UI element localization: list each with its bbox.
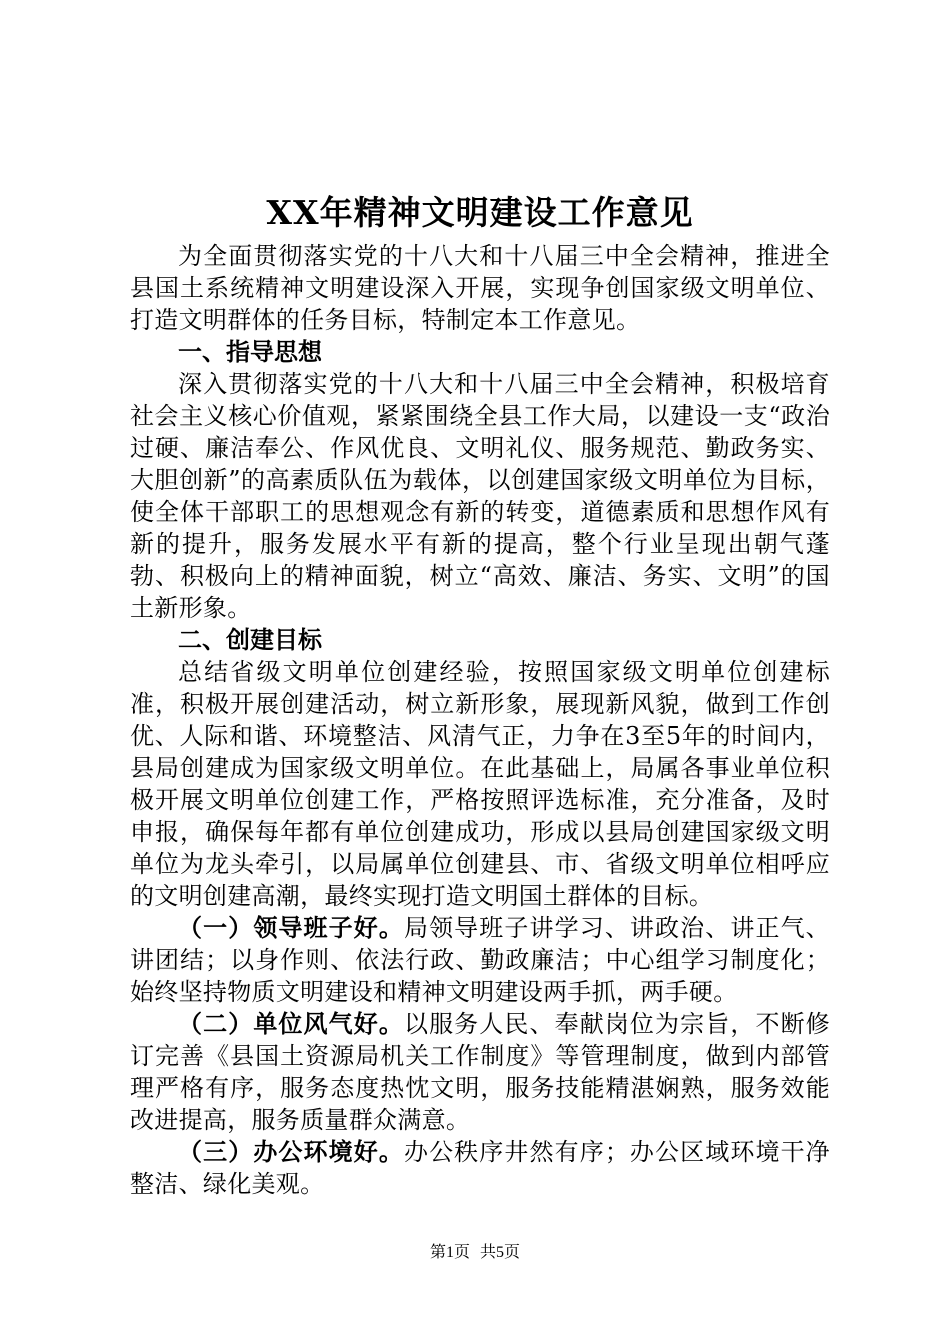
goal-item-text: 局领导班子讲学习、讲政治、讲正气、讲团结；以身作则、依法行政、勤政廉洁；中心组学习制度化；始终坚持物质文明建设和精神文明建设两手抓，两手硬。	[130, 914, 830, 1006]
section-body-goals: 总结省级文明单位创建经验，按照国家级文明单位创建标准，积极开展创建活动，树立新形象，展现新风貌，做到工作创优、人际和谐、环境整洁、风清气正，力争在3至5年的时间内，县局创建成为国家级文明单位。在此基础上，局属各事业单位积极开展文明单位创建工作，严格按照评选标准，充分准备，及时申报，确保每年都有单位创建成功，形成以县局创建国家级文明单位为龙头牵引，以局属单位创建县、市、省级文明单位相呼应的文明创建高潮，最终实现打造文明国土群体的目标。	[130, 658, 830, 910]
document-title: XX年精神文明建设工作意见	[266, 193, 694, 232]
goal-item-environment	[130, 1136, 830, 1200]
goal-item-leadership	[130, 912, 830, 1008]
intro-paragraph: 为全面贯彻落实党的十八大和十八届三中全会精神，推进全县国土系统精神文明建设深入开展，实现争创国家级文明单位、打造文明群体的任务目标，特制定本工作意见。	[130, 242, 830, 334]
page-footer	[0, 1242, 950, 1264]
goal-item-lead: （二）单位风气好。	[178, 1009, 404, 1038]
document-body	[130, 190, 830, 1200]
goal-item-text: 办公秩序井然有序；办公区域环境干净整洁、绿化美观。	[130, 1138, 830, 1198]
goal-item-text: 以服务人民、奉献岗位为宗旨，不断修订完善《县国土资源局机关工作制度》等管理制度，做到内部管理严格有序，服务态度热忱文明，服务技能精湛娴熟，服务效能改进提高，服务质量群众满意。	[130, 1010, 830, 1134]
goal-item-lead: （一）领导班子好。	[178, 913, 404, 942]
page-total: 共5页	[480, 1244, 521, 1261]
goal-item-atmosphere	[130, 1008, 830, 1136]
goal-item-lead: （三）办公环境好。	[178, 1137, 404, 1166]
section-heading-guiding-thought: 一、指导思想	[178, 337, 322, 366]
section-heading-goals: 二、创建目标	[178, 625, 322, 654]
page-number: 第1页	[429, 1244, 470, 1261]
section-body-guiding-thought: 深入贯彻落实党的十八大和十八届三中全会精神，积极培育社会主义核心价值观，紧紧围绕全县工作大局，以建设一支“政治过硬、廉洁奉公、作风优良、文明礼仪、服务规范、勤政务实、大胆创新”的高素质队伍为载体，以创建国家级文明单位为目标，使全体干部职工的思想观念有新的转变，道德素质和思想作风有新的提升，服务发展水平有新的提高，整个行业呈现出朝气蓬勃、积极向上的精神面貌，树立“高效、廉洁、务实、文明”的国土新形象。	[130, 370, 830, 622]
